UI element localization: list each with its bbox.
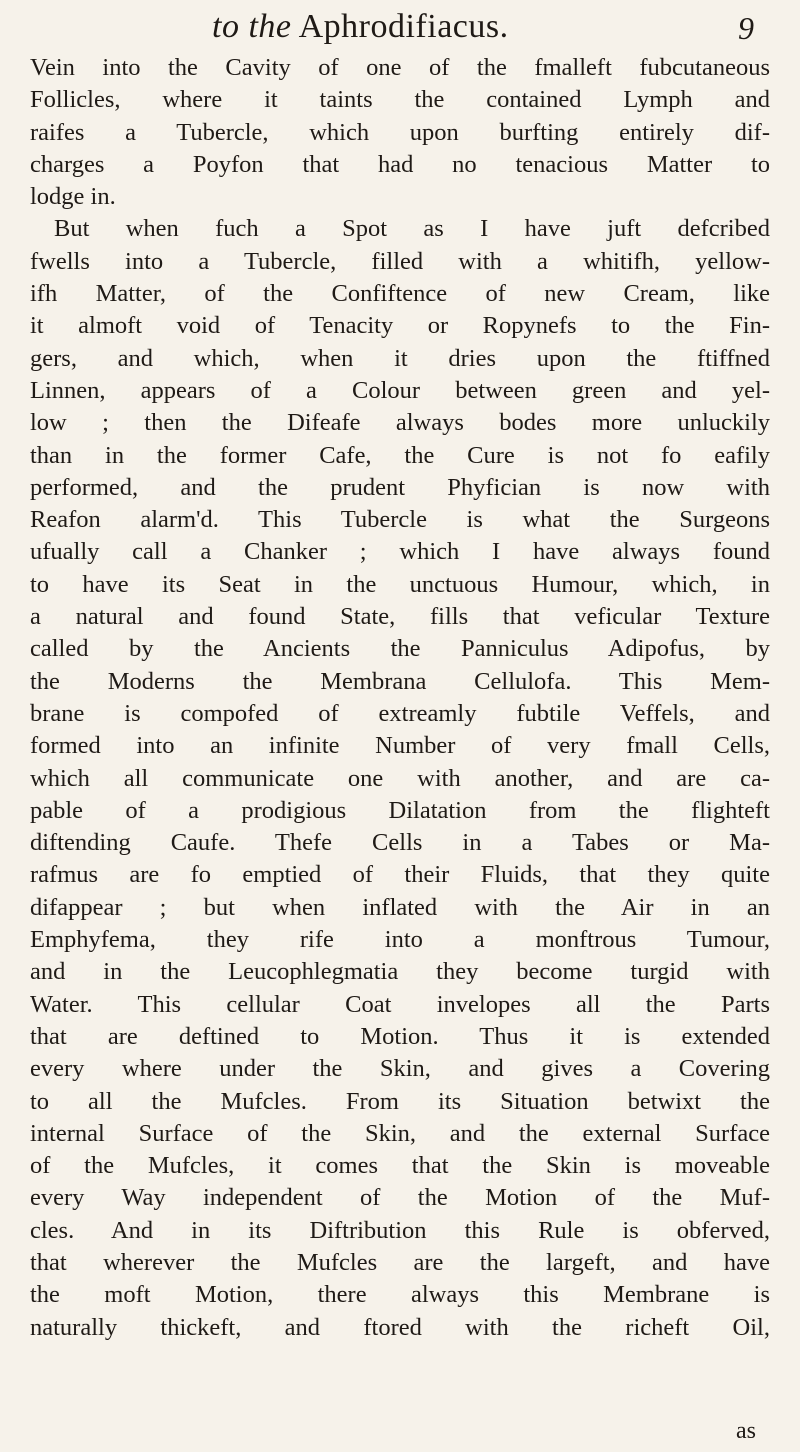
text-line: low ; then the Difeafe always bodes more unluckily bbox=[30, 409, 770, 437]
text-line: to all the Mufcles. From its Situation betwixt the bbox=[30, 1087, 770, 1115]
text-line: Vein into the Cavity of one of the fmalleft fubcutaneous bbox=[30, 54, 770, 81]
text-line: Linnen, appears of a Colour between green and yel- bbox=[30, 376, 770, 404]
text-line: a natural and found State, fills that veficular Texture bbox=[30, 603, 770, 631]
text-line: ufually call a Chanker ; which I have always found bbox=[30, 538, 770, 566]
text-line: the Moderns the Membrana Cellulofa. This Mem- bbox=[30, 667, 770, 695]
running-head bbox=[0, 8, 800, 50]
text-line: Emphyfema, they rife into a monftrous Tumour, bbox=[30, 926, 770, 954]
running-head-main: Aphrodifiacus. bbox=[298, 8, 509, 45]
text-line: than in the former Cafe, the Cure is not fo eafily bbox=[30, 441, 770, 469]
text-line: fwells into a Tubercle, filled with a whitifh, yellow- bbox=[30, 247, 770, 275]
text-line: naturally thickeft, and ftored with the richeft Oil, bbox=[30, 1313, 770, 1341]
text-line: the moft Motion, there always this Membrane is bbox=[30, 1281, 770, 1309]
text-line: cles. And in its Diftribution this Rule is obferved, bbox=[30, 1216, 770, 1244]
text-line: formed into an infinite Number of very fmall Cells, bbox=[30, 732, 770, 760]
text-line: every Way independent of the Motion of the Muf- bbox=[30, 1184, 770, 1212]
text-line: Reafon alarm'd. This Tubercle is what the Surgeons bbox=[30, 506, 770, 534]
text-line: to have its Seat in the unctuous Humour, which, in bbox=[30, 570, 770, 598]
text-line: raifes a Tubercle, which upon burfting entirely dif- bbox=[30, 118, 770, 146]
catchword: as bbox=[736, 1418, 756, 1444]
text-line: internal Surface of the Skin, and the external Surface bbox=[30, 1119, 770, 1147]
text-line: brane is compofed of extreamly fubtile Veffels, and bbox=[30, 699, 770, 727]
text-line: rafmus are fo emptied of their Fluids, that they quite bbox=[30, 861, 770, 889]
text-line: gers, and which, when it dries upon the ftiffned bbox=[30, 344, 770, 372]
text-line: performed, and the prudent Phyfician is now with bbox=[30, 473, 770, 501]
text-line: difappear ; but when inflated with the Air in an bbox=[30, 893, 770, 921]
text-line: lodge in. bbox=[30, 183, 116, 211]
text-line: charges a Poyfon that had no tenacious Matter to bbox=[30, 150, 770, 178]
text-line: it almoft void of Tenacity or Ropynefs to the Fin- bbox=[30, 312, 770, 340]
running-head-prefix: to the bbox=[212, 8, 292, 45]
text-line: pable of a prodigious Dilatation from the flighteft bbox=[30, 796, 770, 824]
text-line: every where under the Skin, and gives a Covering bbox=[30, 1055, 770, 1083]
body-text bbox=[30, 52, 770, 1344]
text-line: of the Mufcles, it comes that the Skin is moveable bbox=[30, 1152, 770, 1180]
running-head-title bbox=[212, 8, 509, 46]
text-line: that wherever the Mufcles are the largeft, and have bbox=[30, 1248, 770, 1276]
text-line: that are deftined to Motion. Thus it is extended bbox=[30, 1022, 770, 1050]
page-number: 9 bbox=[738, 10, 754, 46]
text-line: Follicles, where it taints the contained Lymph and bbox=[30, 86, 770, 114]
text-line: called by the Ancients the Panniculus Adipofus, by bbox=[30, 635, 770, 663]
text-line: diftending Caufe. Thefe Cells in a Tabes or Ma- bbox=[30, 829, 770, 857]
text-line: Water. This cellular Coat invelopes all the Parts bbox=[30, 990, 770, 1018]
text-line: But when fuch a Spot as I have juft defcribed bbox=[54, 215, 770, 243]
text-line: which all communicate one with another, and are ca- bbox=[30, 764, 770, 792]
text-line: ifh Matter, of the Confiftence of new Cream, like bbox=[30, 280, 770, 308]
text-line: and in the Leucophlegmatia they become turgid with bbox=[30, 958, 770, 986]
